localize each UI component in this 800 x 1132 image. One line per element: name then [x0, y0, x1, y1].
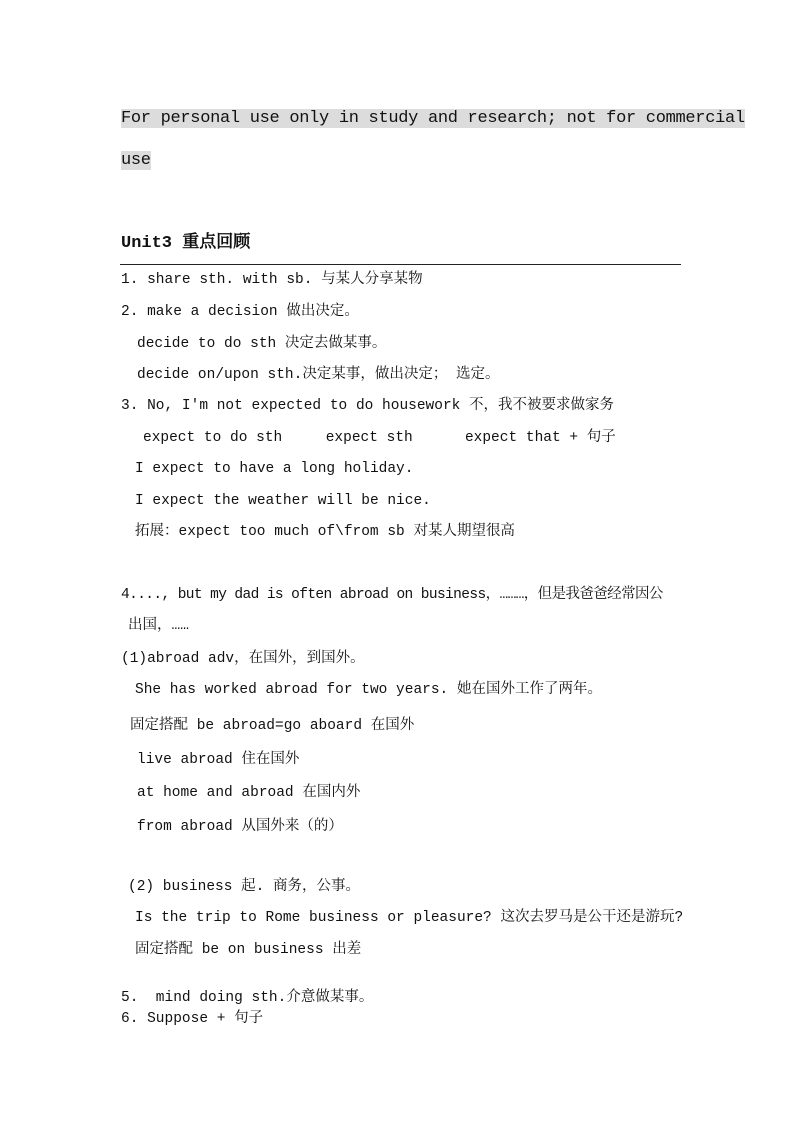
item-4-2-example: Is the trip to Rome business or pleasure? 这次去罗马是公干还是游玩?	[135, 910, 684, 926]
item-4-continued: 出国，……	[128, 618, 189, 634]
item-4: 4...., but my dad is often abroad on business，………，但是我爸爸经常因公	[121, 587, 663, 603]
item-2-sub-b: decide on/upon sth.决定某事，做出决定； 选定。	[137, 367, 500, 383]
item-4-1-phrase-3: from abroad 从国外来（的）	[137, 819, 343, 835]
item-1: 1. share sth. with sb. 与某人分享某物	[121, 272, 423, 288]
item-4-1: (1)abroad adv，在国外，到国外。	[121, 651, 365, 667]
item-3-sub-c: I expect the weather will be nice.	[135, 493, 431, 509]
item-4-1-phrase-1: live abroad 住在国外	[137, 752, 300, 768]
item-5: 5. mind doing sth.介意做某事。	[121, 990, 374, 1006]
item-3-sub-a: expect to do sth expect sth expect that + 句子	[143, 430, 616, 446]
item-3-sub-b: I expect to have a long holiday.	[135, 461, 414, 477]
item-6: 6. Suppose + 句子	[121, 1011, 264, 1027]
item-2-sub-a: decide to do sth 决定去做某事。	[137, 336, 387, 352]
disclaimer-line-1: For personal use only in study and research; not for commercial	[121, 109, 745, 128]
item-3-extension: 拓展：expect too much of\from sb 对某人期望很高	[135, 524, 515, 540]
item-4-1-phrase-2: at home and abroad 在国内外	[137, 785, 361, 801]
disclaimer-line-2: use	[121, 151, 151, 170]
item-4-2-collocation: 固定搭配 be on business 出差	[135, 942, 362, 958]
item-2: 2. make a decision 做出决定。	[121, 304, 359, 320]
item-3: 3. No, I'm not expected to do housework 不，我不被要求做家务	[121, 398, 615, 414]
item-4-1-collocation: 固定搭配 be abroad=go aboard 在国外	[130, 718, 415, 734]
heading-underline	[120, 264, 681, 265]
item-4-2: (2) business 起. 商务，公事。	[128, 879, 361, 895]
unit-heading: Unit3 重点回顾	[121, 234, 251, 253]
item-4-1-example: She has worked abroad for two years. 她在国外工作了两年。	[135, 682, 602, 698]
